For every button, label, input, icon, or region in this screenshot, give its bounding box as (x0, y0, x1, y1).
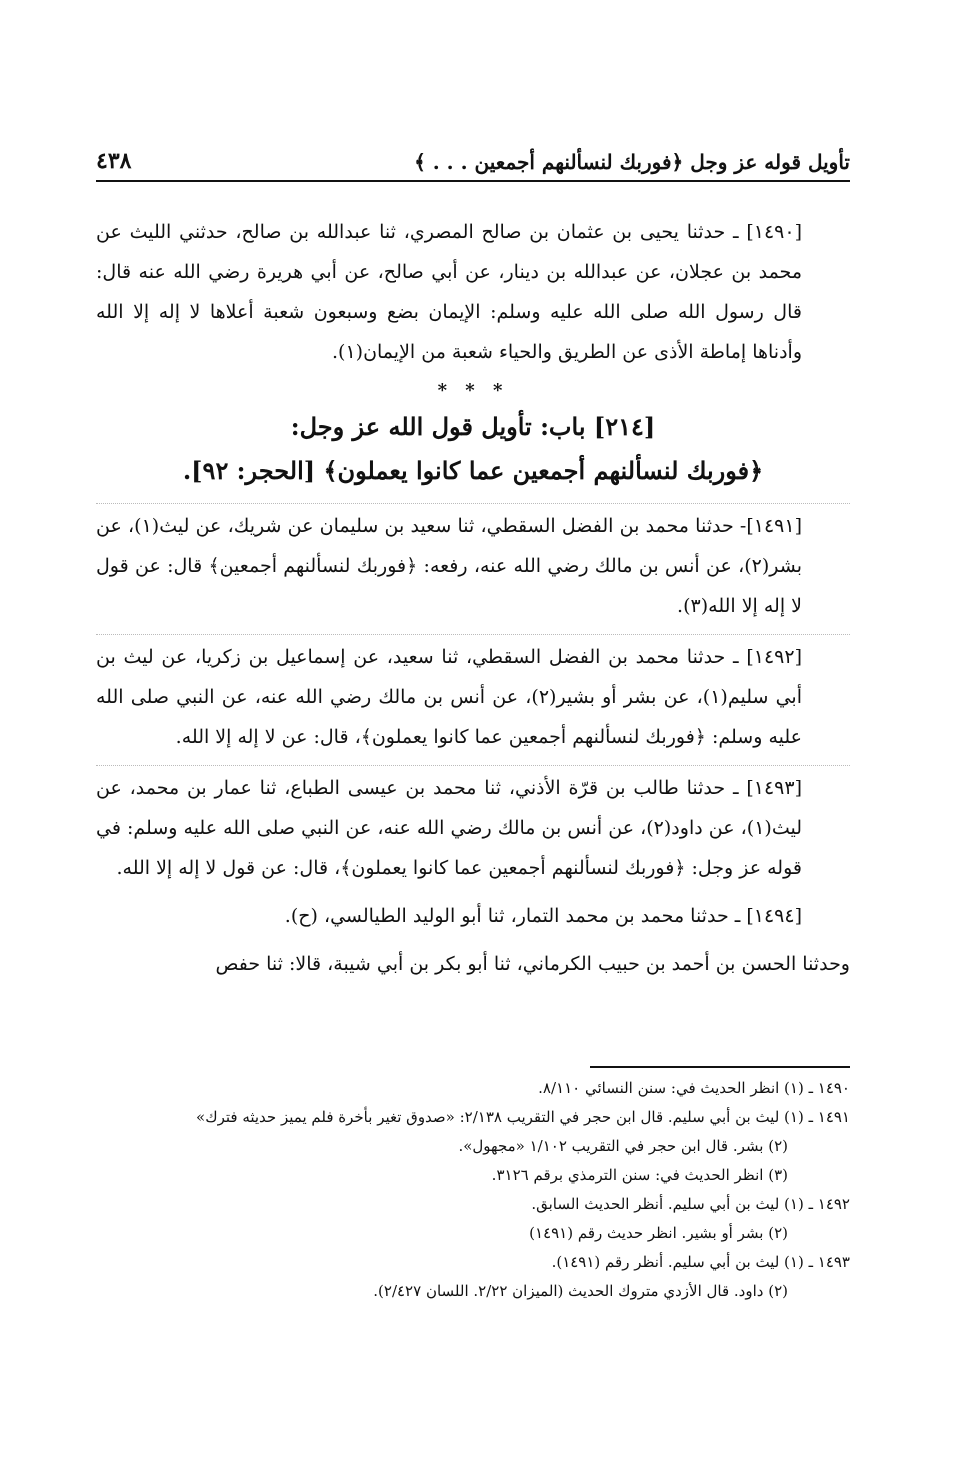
footnote: (٢) بشر أو بشير. انظر حديث رقم (١٤٩١) (529, 1224, 788, 1242)
hadith-1491: [١٤٩١]- حدثنا محمد بن الفضل السقطي، ثنا سعيد بن سليمان عن شريك، عن ليث(١)، عن بشر(٢)، عن أنس بن مالك رضي الله عنه، رفعه: ﴿فوربك لنسألنهم أجمعين﴾ قال: عن قول لا إله إلا الله(٣). (96, 503, 850, 626)
chapter-heading (96, 405, 850, 493)
hadith-1494-continued: وحدثنا الحسن بن أحمد بن حبيب الكرماني، ثنا أبو بكر بن أبي شيبة، قالا: ثنا حفص (215, 953, 850, 975)
footnotes (96, 1074, 850, 1306)
footnote: ١٤٩١ ـ (١) ليث بن أبي سليم. قال ابن حجر في التقريب ٢/١٣٨: «صدوق تغير بأخرة فلم يميز حديثه فترك» (196, 1108, 850, 1126)
hadith-1492: [١٤٩٢] ـ حدثنا محمد بن الفضل السقطي، ثنا سعيد، عن إسماعيل بن زكريا، عن ليث بن أبي سليم(١)، عن بشر أو بشير(٢)، عن أنس بن مالك رضي الله عنه، عن النبي صلى الله عليه وسلم: ﴿فوربك لنسألنهم أجمعين عما كانوا يعملون﴾، قال: عن لا إله إلا الله. (96, 634, 850, 757)
hadith-1493: [١٤٩٣] ـ حدثنا طالب بن قرّة الأذني، ثنا محمد بن عيسى الطباع، ثنا عمار بن محمد، عن ليث(١)، عن داود(٢)، عن أنس بن مالك رضي الله عنه، عن النبي صلى الله عليه وسلم: في قوله عز وجل: ﴿فوربك لنسألنهم أجمعين عما كانوا يعملون﴾، قال: عن قول لا إله إلا الله. (96, 765, 850, 888)
footnote: ١٤٩٠ ـ (١) انظر الحديث في: سنن النسائي ٨/١١٠. (538, 1079, 850, 1097)
chapter-verse: ﴿فوربك لنسألنهم أجمعين عما كانوا يعملون﴾ [الحجر: ٩٢]. (182, 456, 764, 485)
chapter-title: [٢١٤] باب: تأويل قول الله عز وجل: (290, 412, 656, 441)
footnote: ١٤٩٢ ـ (١) ليث بن أبي سليم. أنظر الحديث السابق. (531, 1195, 850, 1213)
hadith-1490: [١٤٩٠] ـ حدثنا يحيى بن عثمان بن صالح المصري، ثنا عبدالله بن صالح، حدثني الليث عن محمد بن عجلان، عن عبدالله بن دينار، عن أبي صالح، عن أبي هريرة رضي الله عنه قال: قال رسول الله صلى الله عليه وسلم: الإيمان بضع وسبعون شعبة أعلاها لا إله إلا الله وأدناها إماطة الأذى عن الطريق والحياء شعبة من الإيمان(١). (96, 221, 802, 363)
hadith-1494: [١٤٩٤] ـ حدثنا محمد بن محمد التمار، ثنا أبو الوليد الطيالسي، (ح). (284, 905, 802, 927)
main-text (96, 212, 850, 992)
page-number: ٤٣٨ (96, 148, 132, 174)
page-header (96, 142, 850, 182)
running-title: تأويل قوله عز وجل ﴿فوربك لنسألنهم أجمعين . . . ﴾ (414, 150, 850, 174)
section-separator: * * * (437, 380, 509, 401)
footnote: (٢) داود. قال الأزدي متروك الحديث (الميزان ٢/٢٢. اللسان ٢/٤٢٧). (373, 1282, 788, 1300)
footnote: (٢) بشر. قال ابن حجر في التقريب ١/١٠٢ «مجهول». (458, 1137, 788, 1155)
footnote-divider (590, 1066, 850, 1068)
footnote: (٣) انظر الحديث في: سنن الترمذي برقم ٣١٢٦. (491, 1166, 788, 1184)
footnote: ١٤٩٣ ـ (١) ليث بن أبي سليم. أنظر رقم (١٤٩١). (551, 1253, 850, 1271)
